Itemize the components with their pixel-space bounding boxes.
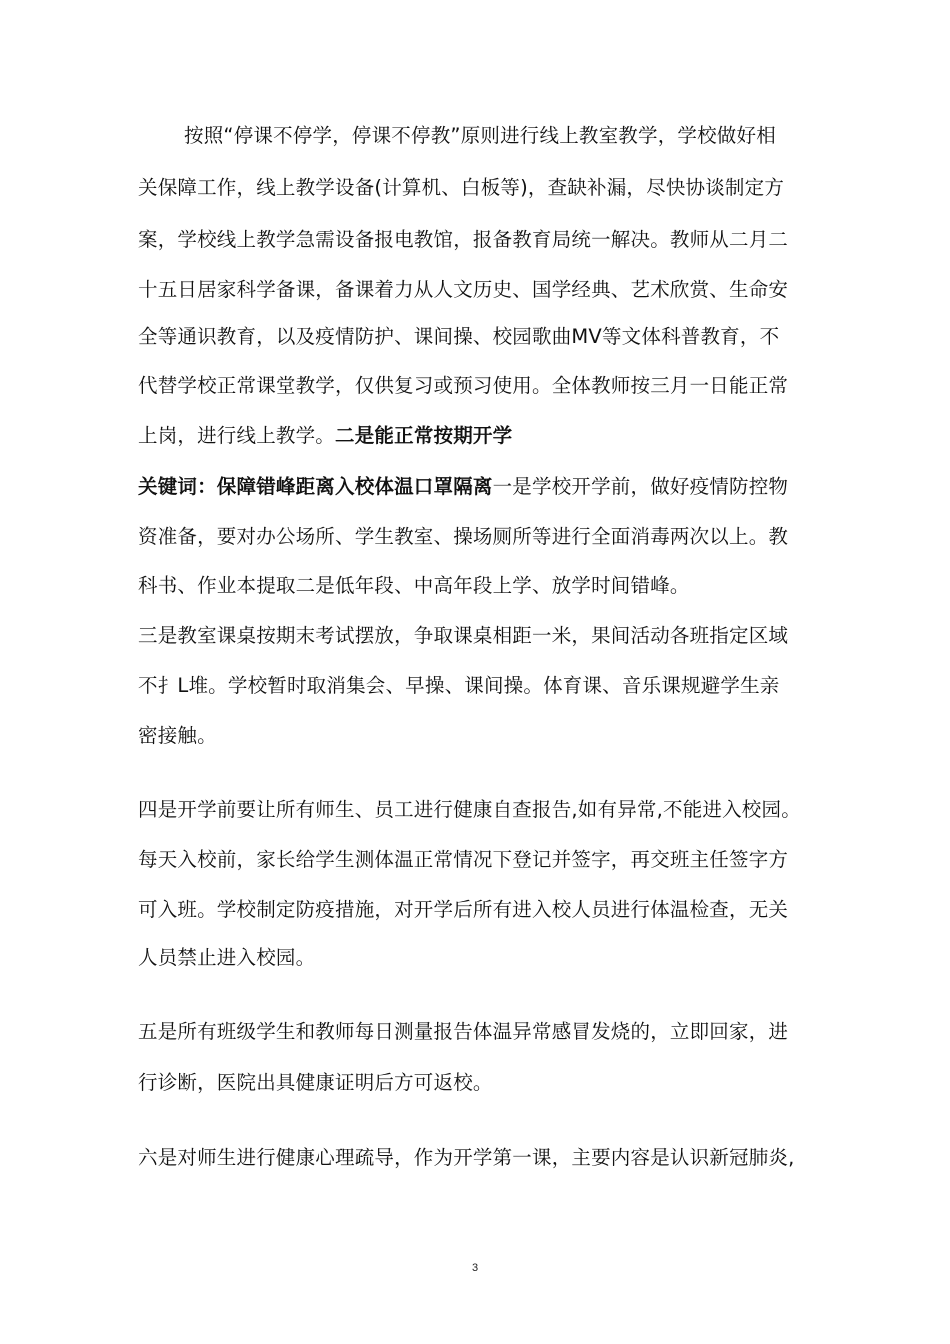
paragraph-line: 每天入校前，家长给学生测体温正常情况下登记并签字，再交班主任签字方 (138, 848, 789, 871)
keywords-label: 关键词：保障错峰距离入校体温口罩隔离 (138, 475, 493, 498)
paragraph-line: 四是开学前要让所有师生、员工进行健康自查报告,如有异常,不能进入校园。 (138, 798, 801, 821)
paragraph-line: 可入班。学校制定防疫措施，对开学后所有进入校人员进行体温检查，无关 (138, 898, 789, 921)
paragraph-line (138, 473, 788, 501)
paragraph-line: 资准备，要对办公场所、学生教室、操场厕所等进行全面消毒两次以上。教 (138, 525, 789, 548)
page-number: 3 (471, 1262, 479, 1274)
paragraph-line: 全等通识教育，以及疫情防护、课间操、校园歌曲MV等文体科普教育，不 (138, 325, 780, 348)
paragraph-line: 不扌L堆。学校暂时取消集会、早操、课间操。体育课、音乐课规避学生亲 (138, 674, 780, 697)
line-text: 上岗，进行线上教学。 (138, 424, 336, 447)
paragraph-line: 按照“停课不停学，停课不停教”原则进行线上教室教学，学校做好相 (184, 124, 776, 147)
paragraph-line: 六是对师生进行健康心理疏导，作为开学第一课，主要内容是认识新冠肺炎, (138, 1146, 795, 1169)
section-heading: 二是能正常按期开学 (335, 424, 513, 447)
paragraph-line (138, 422, 512, 450)
paragraph-line: 案，学校线上教学急需设备报电教馆，报备教育局统一解决。教师从二月二 (138, 228, 789, 251)
paragraph-line: 关保障工作，线上教学设备(计算机、白板等)，查缺补漏，尽快协谈制定方 (138, 176, 785, 199)
paragraph-line: 十五日居家科学备课，备课着力从人文历史、国学经典、艺术欣赏、生命安 (138, 278, 789, 301)
paragraph-line: 行诊断，医院出具健康证明后方可返校。 (138, 1071, 493, 1094)
paragraph-line: 密接触。 (138, 724, 217, 747)
paragraph-line: 科书、作业本提取二是低年段、中高年段上学、放学时间错峰。 (138, 574, 690, 597)
paragraph-line: 人员禁止进入校园。 (138, 946, 316, 969)
paragraph-line: 五是所有班级学生和教师每日测量报告体温异常感冒发烧的，立即回家，进 (138, 1020, 789, 1043)
line-text: 一是学校开学前，做好疫情防控物 (492, 475, 789, 498)
paragraph-line: 三是教室课桌按期末考试摆放，争取课桌相距一米，果间活动各班指定区域 (138, 624, 789, 647)
paragraph-line: 代替学校正常课堂教学，仅供复习或预习使用。全体教师按三月一日能正常 (138, 374, 789, 397)
